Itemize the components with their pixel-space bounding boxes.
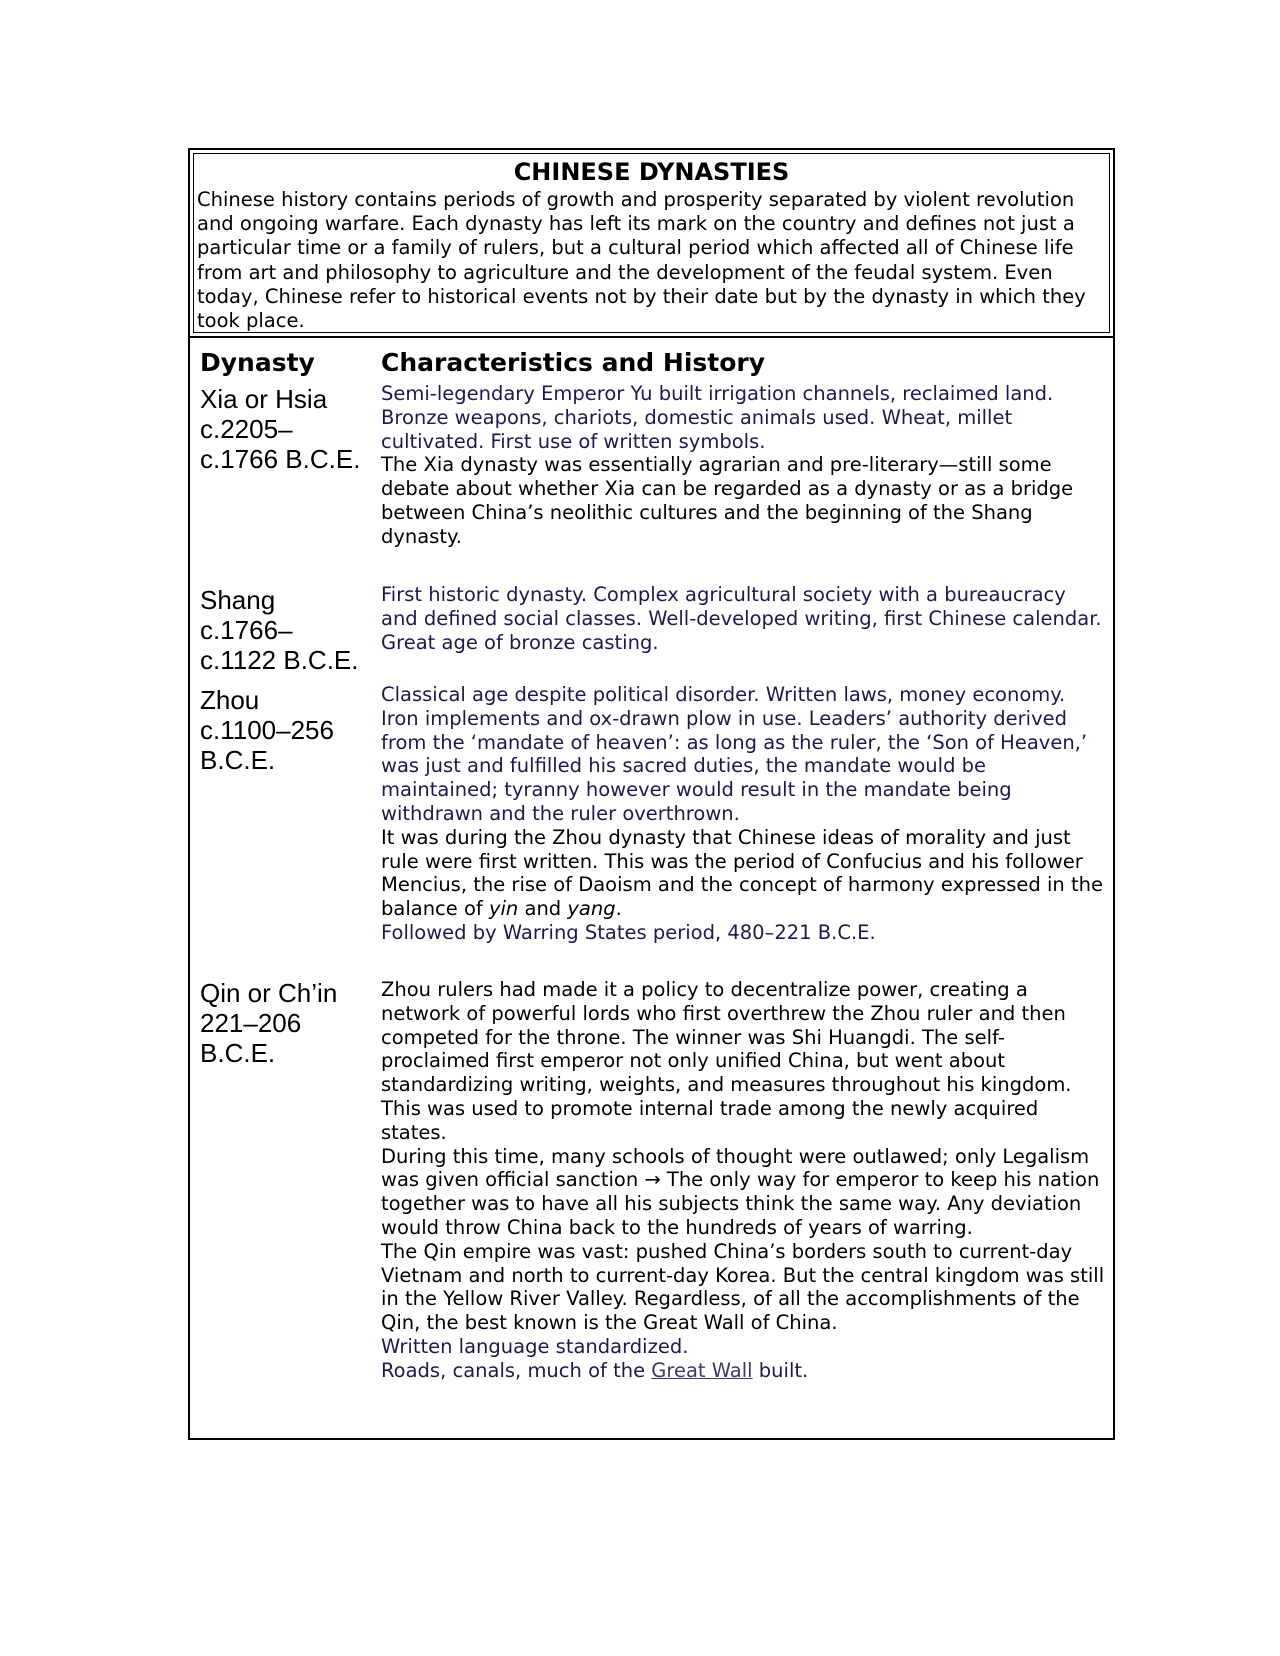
description-paragraph: Zhou rulers had made it a policy to decentralize power, creating a network of powerful lords who first overthrew the Zhou ruler and then competed for the throne. The winner was Shi Huangdi. The self-proclaimed first emperor not only unified China, but went about standardizing writing, weights, and measures throughout his kingdom. This was used to promote internal trade among the newly acquired states.: [381, 978, 1072, 1144]
dynasty-name-line: Zhou: [200, 685, 260, 715]
dynasty-date-line: c.1122 B.C.E.: [200, 645, 359, 675]
dynasty-date-line: c.1766–: [200, 615, 293, 645]
description-paragraph: The Xia dynasty was essentially agrarian and pre-literary—still some debate about whether Xia can be regarded as a dynasty or as a bridge between China’s neolithic cultures and the beginning of the Shang dynasty.: [381, 453, 1074, 548]
description-paragraph: During this time, many schools of thought were outlawed; only Legalism was given official sanction → The only way for emperor to keep his nation together was to have all his subjects think the same way. Any deviation would throw China back to the hundreds of years of warring.: [381, 1144, 1100, 1239]
dynasty-name-line: Qin or Ch’in: [200, 978, 338, 1008]
description-text: It was during the Zhou dynasty that Chinese ideas of morality and just rule were first written. This was the period of Confucius and his follower Mencius, the rise of Daoism and the concept of harmony expressed in the balance of: [381, 825, 1103, 921]
description-paragraph: Classical age despite political disorder. Written laws, money economy. Iron implements and ox-drawn plow in use. Leaders’ authority derived from the ‘mandate of heaven’: as long as the ruler, the ‘Son of Heaven,’ was just and fulfilled his sacred duties, the mandate would be maintained; tyranny however would result in the mandate being withdrawn and the ruler overthrown.: [381, 683, 1088, 825]
dynasty-name: [200, 384, 378, 474]
description-paragraph: Semi-legendary Emperor Yu built irrigation channels, reclaimed land. Bronze weapons, chariots, domestic animals used. Wheat, millet cultivated. First use of written symbols.: [381, 382, 1054, 453]
dynasty-date-line: 221–206: [200, 1008, 302, 1038]
section-divider: [190, 336, 1113, 338]
dynasty-name-line: Shang: [200, 585, 276, 615]
dynasty-date-line: c.1766 B.C.E.: [200, 444, 361, 474]
dynasty-description: [381, 382, 1105, 549]
dynasty-date-line: c.1100–256: [200, 715, 334, 745]
dynasty-name: [200, 978, 378, 1068]
term-yin: yin: [488, 897, 519, 921]
dynasty-date-line: B.C.E.: [200, 1038, 276, 1068]
dynasty-name: [200, 585, 378, 675]
page-title: CHINESE DYNASTIES: [513, 158, 790, 186]
dynasty-description: [381, 583, 1105, 654]
description-paragraph: The Qin empire was vast: pushed China’s borders south to current-day Vietnam and north to current-day Korea. But the central kingdom was still in the Yellow River Valley. Regardless, of all the accomplishments of the Qin, the best known is the Great Wall of China.: [381, 1239, 1105, 1335]
description-text: and: [524, 897, 562, 921]
description-paragraph: Written language standardized.: [381, 1334, 689, 1358]
description-paragraph: First historic dynasty. Complex agricultural society with a bureaucracy and defined social classes. Well-developed writing, first Chinese calendar. Great age of bronze casting.: [381, 583, 1102, 654]
term-yang: yang: [567, 897, 616, 921]
description-text: built.: [758, 1358, 809, 1382]
great-wall-link[interactable]: Great Wall: [651, 1358, 753, 1382]
dynasty-date-line: c.2205–: [200, 414, 293, 444]
intro-paragraph: Chinese history contains periods of growth and prosperity separated by violent revolution and ongoing warfare. Each dynasty has left its mark on the country and defines not just a particular time or a family of rulers, but a cultural period which affected all of Chinese life from art and philosophy to agriculture and the development of the feudal system. Even today, Chinese refer to historical events not by their date but by the dynasty in which they took place.: [197, 188, 1086, 333]
document-frame: [188, 148, 1115, 1440]
column-header-dynasty: Dynasty: [200, 348, 315, 377]
dynasty-name: [200, 685, 378, 775]
intro-box: [193, 153, 1110, 333]
column-header-characteristics: Characteristics and History: [381, 348, 766, 377]
dynasty-name-line: Xia or Hsia: [200, 384, 328, 414]
description-paragraph: Followed by Warring States period, 480–221 B.C.E.: [381, 920, 876, 944]
dynasty-description: [381, 683, 1105, 945]
description-text: Roads, canals, much of the: [381, 1358, 646, 1382]
dynasty-date-line: B.C.E.: [200, 745, 276, 775]
dynasty-description: [381, 978, 1105, 1383]
description-paragraph: [381, 1359, 1105, 1383]
table-header: [200, 348, 1113, 384]
description-paragraph: It was during the Zhou dynasty that Chinese ideas of morality and just rule were first written. This was the period of Confucius and his follower Mencius, the rise of Daoism and the concept of harmony expressed in the balance of yin and yang.: [381, 825, 1103, 921]
